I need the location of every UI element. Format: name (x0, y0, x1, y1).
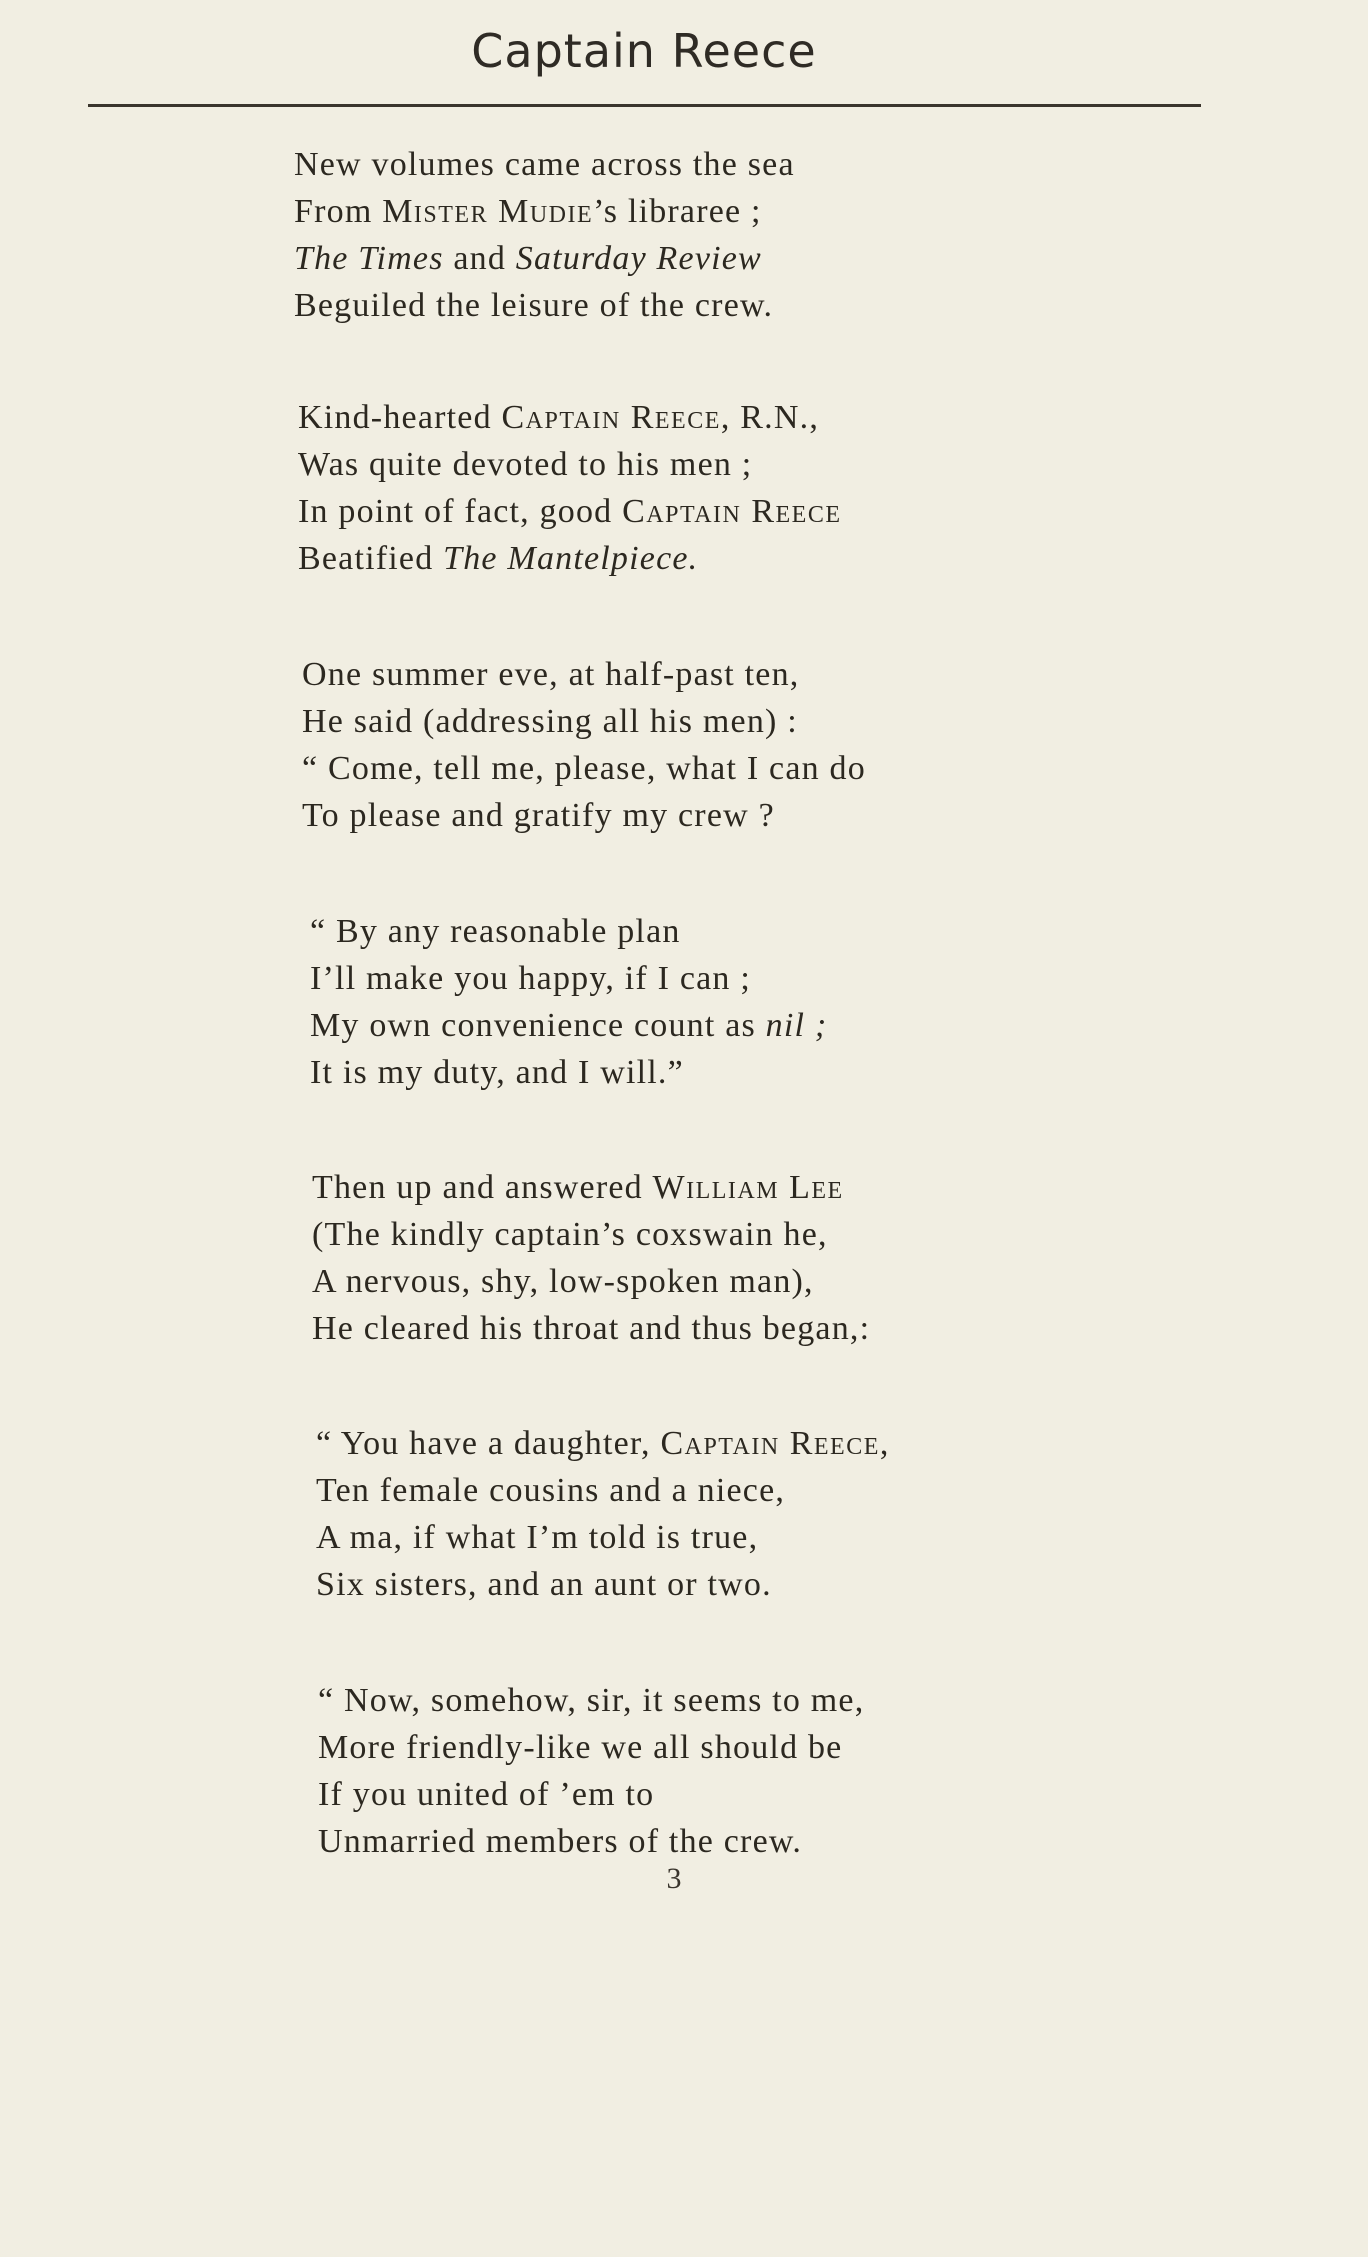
stanza-2 (298, 394, 842, 582)
italic-text: Saturday Review (515, 240, 762, 277)
verse-line (312, 1211, 870, 1258)
verse-line (316, 1420, 890, 1467)
verse-text: ’s libraree ; (593, 193, 762, 230)
italic-text: The Mantelpiece. (443, 540, 699, 577)
stanza-3 (302, 651, 866, 839)
verse-text: From (294, 193, 383, 230)
verse-text: Beatified (298, 540, 444, 577)
verse-text: Unmarried members of the crew. (318, 1823, 803, 1860)
verse-line (302, 792, 866, 839)
verse-text: New volumes came across the sea (294, 146, 795, 183)
verse-text: Six sisters, and an aunt or two. (316, 1566, 772, 1603)
verse-text: and (443, 240, 516, 277)
verse-text: Beguiled the leisure of the crew. (294, 287, 774, 324)
verse-line (302, 745, 866, 792)
verse-line (312, 1258, 870, 1305)
verse-text: I’ll make you happy, if I can ; (310, 960, 751, 997)
small-caps-name: Captain Reece (501, 399, 721, 436)
verse-line (310, 1049, 827, 1096)
verse-line (294, 282, 795, 329)
small-caps-name: Captain Reece (660, 1425, 880, 1462)
verse-line (312, 1164, 870, 1211)
verse-text: “ Come, tell me, please, what I can do (302, 750, 866, 787)
stanza-1 (294, 141, 795, 329)
verse-line (318, 1818, 864, 1865)
stanza-4 (310, 908, 827, 1096)
verse-line (318, 1771, 864, 1818)
verse-text: Ten female cousins and a niece, (316, 1472, 786, 1509)
verse-line (302, 698, 866, 745)
verse-line (316, 1467, 890, 1514)
verse-line (310, 1002, 827, 1049)
verse-line (294, 235, 795, 282)
verse-text: Was quite devoted to his men ; (298, 446, 753, 483)
verse-text: In point of fact, good (298, 493, 623, 530)
header-rule (88, 104, 1201, 107)
verse-line (294, 141, 795, 188)
small-caps-name: Mister Mudie (382, 193, 594, 230)
verse-line (310, 908, 827, 955)
verse-line (294, 188, 795, 235)
verse-text: , (879, 1425, 890, 1462)
verse-text: (The kindly captain’s coxswain he, (312, 1216, 828, 1253)
stanza-7 (318, 1677, 864, 1865)
verse-line (312, 1305, 870, 1352)
verse-text: He said (addressing all his men) : (302, 703, 798, 740)
verse-text: My own convenience count as (310, 1007, 766, 1044)
small-caps-name: William Lee (652, 1169, 844, 1206)
verse-line (318, 1724, 864, 1771)
verse-text: More friendly-like we all should be (318, 1729, 843, 1766)
small-caps-name: Captain Reece (622, 493, 842, 530)
verse-text: Then up and answered (312, 1169, 653, 1206)
verse-text: It is my duty, and I will.” (310, 1054, 684, 1091)
verse-line (302, 651, 866, 698)
stanza-5 (312, 1164, 870, 1352)
verse-text: A nervous, shy, low-spoken man), (312, 1263, 814, 1300)
verse-text: “ Now, somehow, sir, it seems to me, (318, 1682, 865, 1719)
verse-line (316, 1514, 890, 1561)
verse-line (298, 535, 842, 582)
italic-text: nil ; (765, 1007, 828, 1044)
verse-text: He cleared his throat and thus began,: (312, 1310, 871, 1347)
verse-line (298, 394, 842, 441)
verse-text: “ By any reasonable plan (310, 913, 681, 950)
verse-text: “ You have a daughter, (316, 1425, 661, 1462)
stanza-6 (316, 1420, 890, 1608)
verse-line (318, 1677, 864, 1724)
italic-text: The Times (294, 240, 444, 277)
verse-line (310, 955, 827, 1002)
verse-text: To please and gratify my crew ? (302, 797, 775, 834)
verse-text: If you united of ’em to (318, 1776, 655, 1813)
verse-line (298, 488, 842, 535)
running-title: Captain Reece (471, 24, 817, 78)
verse-text: One summer eve, at half-past ten, (302, 656, 800, 693)
verse-text: , R.N., (720, 399, 820, 436)
verse-text: A ma, if what I’m told is true, (316, 1519, 759, 1556)
page-number: 3 (666, 1862, 682, 1895)
verse-line (316, 1561, 890, 1608)
verse-text: Kind-hearted (298, 399, 502, 436)
verse-line (298, 441, 842, 488)
